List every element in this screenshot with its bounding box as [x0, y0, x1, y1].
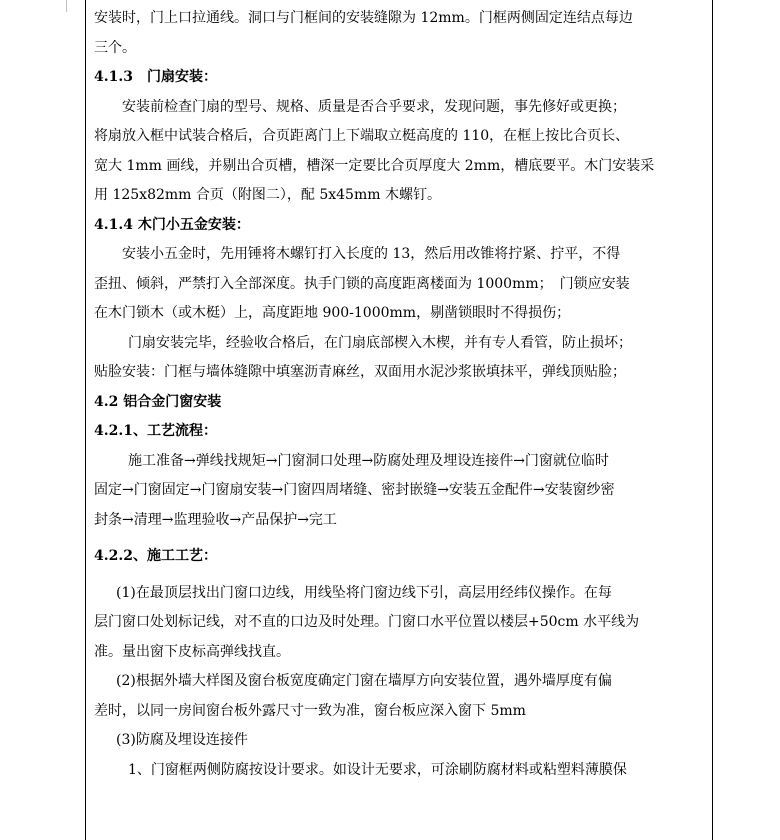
paragraph-line: 安装小五金时，先用锤将木螺钉打入长度的 13，然后用改锥将拧紧、拧平，不得 — [122, 246, 621, 262]
paragraph-line: 用 125x82mm 合页（附图二），配 5x45mm 木螺钉。 — [94, 187, 441, 203]
paragraph-line: 差时，以同一房间窗台板外露尺寸一致为准，窗台板应深入窗下 5mm — [94, 702, 526, 719]
section-heading-4-1-4: 4.1.4 木门小五金安装： — [94, 216, 250, 233]
paragraph-line: 贴脸安装：门框与墙体缝隙中填塞沥青麻丝，双面用水泥沙浆嵌填抹平，弹线顶贴脸； — [94, 364, 626, 380]
paragraph-line: (3)防腐及埋设连接件 — [116, 732, 248, 748]
paragraph-line: 固定→门窗固定→门窗扇安装→门窗四周堵缝、密封嵌缝→安装五金配件→安装窗纱密 — [94, 482, 615, 498]
paragraph-line: 准。量出窗下皮标高弹线找直。 — [94, 643, 290, 660]
paragraph-line: 门扇安装完毕，经验收合格后，在门扇底部楔入木楔，并有专人看管，防止损坏； — [128, 334, 632, 351]
paragraph-line: 安装前检查门扇的型号、规格、质量是否合乎要求，发现问题，事先修好或更换； — [122, 98, 626, 115]
section-heading-4-2: 4.2 铝合金门窗安装 — [94, 393, 222, 410]
paragraph-line: (2)根据外墙大样图及窗台板宽度确定门窗在墙厚方向安装位置，遇外墙厚度有偏 — [116, 673, 612, 689]
section-heading-4-1-3: 4.1.3 门扇安装： — [94, 69, 217, 85]
paragraph-line: 安装时，门上口拉通线。洞口与门框间的安装缝隙为 12mm。门框两侧固定连结点每边 — [94, 10, 633, 26]
margin-marker — [66, 0, 67, 12]
document-body — [94, 4, 706, 785]
paragraph-line: 歪扭、倾斜，严禁打入全部深度。执手门锁的高度距离楼面为 1000mm； 门锁应安装 — [94, 275, 630, 292]
paragraph-line: 封条→清理→监理验收→产品保护→完工 — [94, 511, 337, 528]
paragraph-line: 在木门锁木（或木梃）上，高度距地 900-1000mm，剔凿锁眼时不得损伤； — [94, 305, 571, 321]
paragraph-line: 层门窗口处划标记线，对不直的口边及时处理。门窗口水平位置以楼层+50cm 水平线为 — [94, 614, 640, 630]
paragraph-line: 施工准备→弹线找规矩→门窗洞口处理→防腐处理及埋设连接件→门窗就位临时 — [128, 452, 609, 469]
section-heading-4-2-2: 4.2.2、施工工艺： — [94, 548, 217, 564]
paragraph-line: 三个。 — [94, 39, 136, 56]
paragraph-line: 1、门窗框两侧防腐按设计要求。如设计无要求，可涂刷防腐材料或粘塑料薄膜保 — [128, 761, 627, 778]
paragraph-line: 将扇放入框中试装合格后，合页距离门上下端取立梃高度的 110，在框上按比合页长、 — [94, 128, 630, 144]
paragraph-line: (1)在最顶层找出门窗口边线，用线坠将门窗边线下引，高层用经纬仪操作。在每 — [116, 584, 612, 601]
paragraph-line: 宽大 1mm 画线，并剔出合页槽，槽深一定要比合页厚度大 2mm，槽底要平。木门安装采 — [94, 157, 655, 174]
section-heading-4-2-1: 4.2.1、工艺流程： — [94, 423, 217, 439]
